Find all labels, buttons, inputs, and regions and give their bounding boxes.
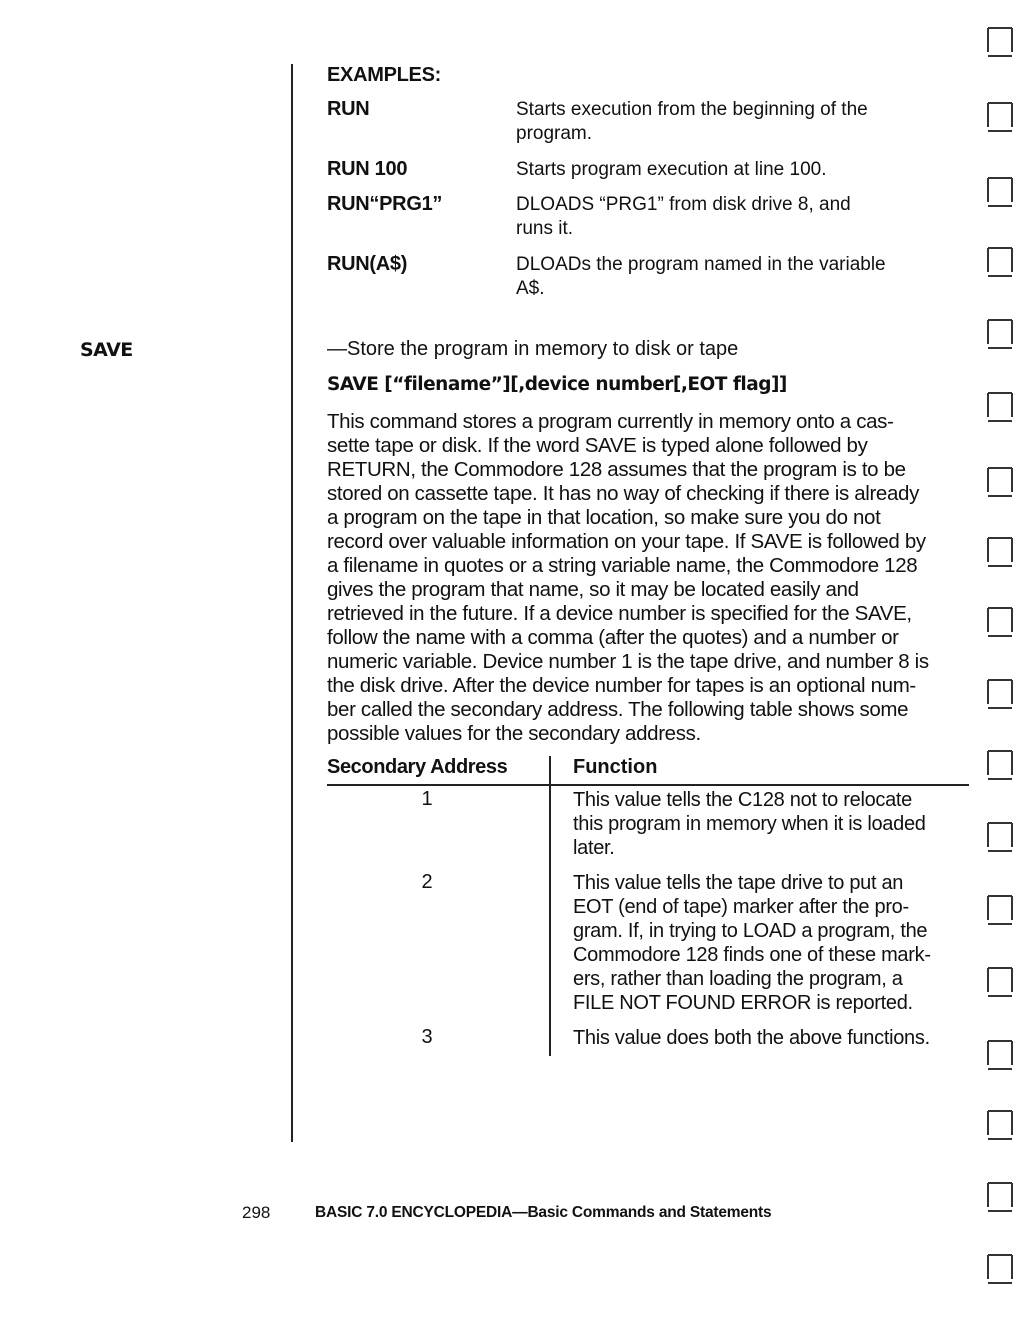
binder-hole-icon: [978, 1175, 1022, 1219]
page-number: 298: [242, 1203, 271, 1222]
function-line: This value tells the tape drive to put an: [573, 872, 904, 894]
function-line: EOT (end of tape) marker after the pro-: [573, 896, 909, 918]
binder-hole-icon: [978, 600, 1022, 644]
example-description: [516, 193, 916, 241]
binder-hole-icon: [978, 672, 1022, 716]
example-description-line: Starts execution from the beginning of the: [516, 99, 868, 120]
binder-hole-icon: [978, 960, 1022, 1004]
section-side-title: SAVE: [80, 339, 133, 361]
paragraph-line: a program on the tape in that location, so make sure you do not: [327, 506, 881, 529]
paragraph-line: a filename in quotes or a string variable name, the Commodore 128: [327, 554, 918, 577]
function-line: Commodore 128 finds one of these mark-: [573, 944, 931, 966]
paragraph-line: the disk drive. After the device number for tapes is an optional num-: [327, 674, 916, 697]
table-cell-function: [573, 788, 973, 860]
function-line: gram. If, in trying to LOAD a program, the: [573, 920, 928, 942]
binder-hole-icon: [978, 460, 1022, 504]
example-command: RUN“PRG1”: [327, 193, 443, 215]
binder-hole-icon: [978, 530, 1022, 574]
function-line: This value tells the C128 not to relocate: [573, 789, 913, 811]
paragraph-line: ber called the secondary address. The following table shows some: [327, 698, 909, 721]
paragraph-line: sette tape or disk. If the word SAVE is typed alone followed by: [327, 434, 868, 457]
table-cell-function: [573, 871, 973, 1015]
example-description-line: runs it.: [516, 218, 574, 239]
table-cell-address: 1: [421, 788, 433, 810]
table-header-rule: [327, 784, 969, 786]
example-command: RUN(A$): [327, 253, 408, 275]
table-cell-address: 2: [421, 871, 433, 893]
paragraph-line: retrieved in the future. If a device number is specified for the SAVE,: [327, 602, 912, 625]
paragraph-line: numeric variable. Device number 1 is the tape drive, and number 8 is: [327, 650, 929, 673]
binder-hole-icon: [978, 20, 1022, 64]
paragraph-line: stored on cassette tape. It has no way of checking if there is already: [327, 482, 919, 505]
paragraph-line: This command stores a program currently in memory onto a cas-: [327, 410, 894, 433]
running-title: BASIC 7.0 ENCYCLOPEDIA—Basic Commands and Statements: [315, 1204, 772, 1221]
example-description: [516, 253, 916, 301]
function-line: This value does both the above functions.: [573, 1027, 930, 1049]
command-syntax: SAVE [“filename”][,device number[,EOT flag]]: [327, 374, 787, 395]
binder-hole-icon: [978, 815, 1022, 859]
paragraph-line: record over valuable information on your tape. If SAVE is followed by: [327, 530, 926, 553]
example-command: RUN: [327, 98, 370, 120]
function-line: FILE NOT FOUND ERROR is reported.: [573, 992, 913, 1014]
example-description-line: A$.: [516, 278, 545, 299]
table-cell-address: 3: [421, 1026, 433, 1048]
margin-rule: [291, 64, 293, 1142]
example-description-line: Starts program execution at line 100.: [516, 159, 827, 180]
example-description-line: program.: [516, 123, 593, 144]
binder-hole-icon: [978, 888, 1022, 932]
paragraph-line: possible values for the secondary address.: [327, 722, 701, 745]
example-command: RUN 100: [327, 158, 408, 180]
description-paragraph: [327, 410, 972, 746]
table-cell-function: [573, 1026, 973, 1050]
example-description: [516, 158, 916, 182]
table-header-address: Secondary Address: [327, 756, 508, 778]
binder-hole-icon: [978, 312, 1022, 356]
examples-heading: EXAMPLES:: [327, 64, 441, 86]
paragraph-line: RETURN, the Commodore 128 assumes that the program is to be: [327, 458, 906, 481]
binder-hole-icon: [978, 240, 1022, 284]
table-column-rule: [549, 756, 551, 1056]
table-header-function: Function: [573, 756, 658, 778]
binder-hole-icon: [978, 170, 1022, 214]
function-line: this program in memory when it is loaded: [573, 813, 926, 835]
function-line: ers, rather than loading the program, a: [573, 968, 903, 990]
example-description-line: DLOADs the program named in the variable: [516, 254, 886, 275]
paragraph-line: follow the name with a comma (after the quotes) and a number or: [327, 626, 899, 649]
function-line: later.: [573, 837, 615, 859]
binder-hole-icon: [978, 1033, 1022, 1077]
example-description: [516, 98, 916, 146]
binder-hole-icon: [978, 385, 1022, 429]
paragraph-line: gives the program that name, so it may be located easily and: [327, 578, 859, 601]
binder-hole-icon: [978, 1103, 1022, 1147]
section-subtitle: —Store the program in memory to disk or tape: [327, 338, 739, 360]
binder-hole-icon: [978, 95, 1022, 139]
binder-hole-icon: [978, 743, 1022, 787]
binder-hole-icon: [978, 1247, 1022, 1291]
example-description-line: DLOADS “PRG1” from disk drive 8, and: [516, 194, 851, 215]
